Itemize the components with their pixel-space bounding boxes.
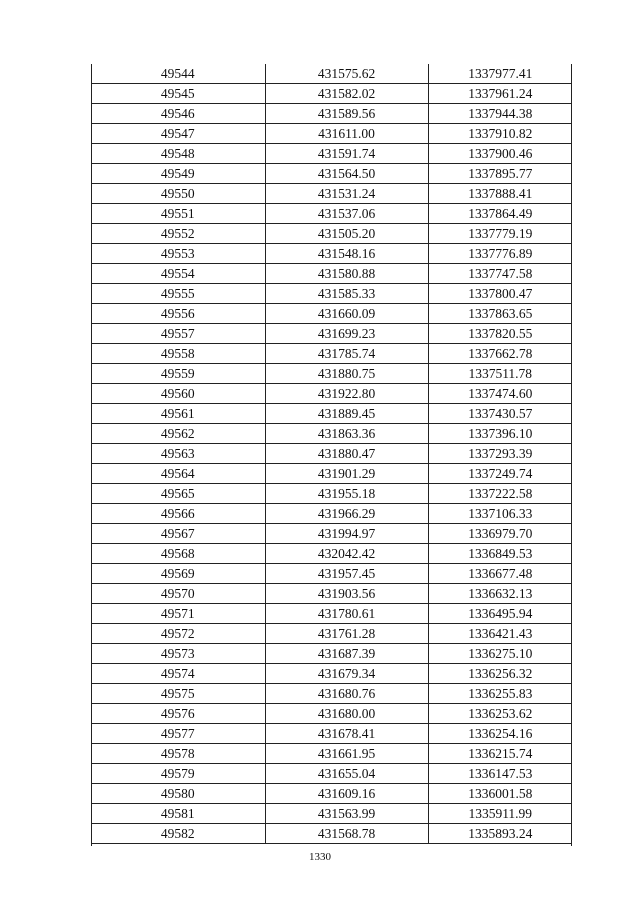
point-id-cell: 49563 bbox=[91, 444, 265, 464]
x-coordinate-cell: 432042.42 bbox=[265, 544, 428, 564]
y-coordinate-cell: 1337106.33 bbox=[428, 504, 572, 524]
point-id-cell: 49561 bbox=[91, 404, 265, 424]
point-id-cell: 49567 bbox=[91, 524, 265, 544]
x-coordinate-cell: 431660.09 bbox=[265, 304, 428, 324]
point-id-cell: 49549 bbox=[91, 164, 265, 184]
y-coordinate-cell: 1337662.78 bbox=[428, 344, 572, 364]
table-row bbox=[91, 664, 572, 684]
x-coordinate-cell: 431582.02 bbox=[265, 84, 428, 104]
point-id-cell: 49553 bbox=[91, 244, 265, 264]
x-coordinate-cell: 431531.24 bbox=[265, 184, 428, 204]
x-coordinate-cell: 431580.88 bbox=[265, 264, 428, 284]
point-id-cell: 49556 bbox=[91, 304, 265, 324]
table-row bbox=[91, 204, 572, 224]
y-coordinate-cell: 1337293.39 bbox=[428, 444, 572, 464]
table-row bbox=[91, 384, 572, 404]
y-coordinate-cell: 1336253.62 bbox=[428, 704, 572, 724]
y-coordinate-cell: 1336849.53 bbox=[428, 544, 572, 564]
x-coordinate-cell: 431903.56 bbox=[265, 584, 428, 604]
table-row bbox=[91, 324, 572, 344]
table-row bbox=[91, 164, 572, 184]
y-coordinate-cell: 1336254.16 bbox=[428, 724, 572, 744]
x-coordinate-cell: 431994.97 bbox=[265, 524, 428, 544]
y-coordinate-cell: 1336275.10 bbox=[428, 644, 572, 664]
point-id-cell: 49559 bbox=[91, 364, 265, 384]
x-coordinate-cell: 431505.20 bbox=[265, 224, 428, 244]
point-id-cell: 49545 bbox=[91, 84, 265, 104]
point-id-cell: 49554 bbox=[91, 264, 265, 284]
table-row bbox=[91, 684, 572, 704]
table-row bbox=[91, 404, 572, 424]
x-coordinate-cell: 431680.76 bbox=[265, 684, 428, 704]
table-row bbox=[91, 284, 572, 304]
y-coordinate-cell: 1337747.58 bbox=[428, 264, 572, 284]
table-row bbox=[91, 64, 572, 84]
x-coordinate-cell: 431609.16 bbox=[265, 784, 428, 804]
y-coordinate-cell: 1337961.24 bbox=[428, 84, 572, 104]
point-id-cell: 49551 bbox=[91, 204, 265, 224]
y-coordinate-cell: 1337910.82 bbox=[428, 124, 572, 144]
table-row bbox=[91, 764, 572, 784]
table-row bbox=[91, 84, 572, 104]
point-id-cell: 49569 bbox=[91, 564, 265, 584]
x-coordinate-cell: 431955.18 bbox=[265, 484, 428, 504]
y-coordinate-cell: 1337396.10 bbox=[428, 424, 572, 444]
table-row bbox=[91, 824, 572, 844]
point-id-cell: 49582 bbox=[91, 824, 265, 844]
x-coordinate-cell: 431880.47 bbox=[265, 444, 428, 464]
point-id-cell: 49555 bbox=[91, 284, 265, 304]
point-id-cell: 49574 bbox=[91, 664, 265, 684]
table-row bbox=[91, 604, 572, 624]
point-id-cell: 49577 bbox=[91, 724, 265, 744]
x-coordinate-cell: 431957.45 bbox=[265, 564, 428, 584]
table-row bbox=[91, 464, 572, 484]
y-coordinate-cell: 1337944.38 bbox=[428, 104, 572, 124]
y-coordinate-cell: 1337511.78 bbox=[428, 364, 572, 384]
point-id-cell: 49578 bbox=[91, 744, 265, 764]
coordinates-table bbox=[91, 64, 572, 844]
y-coordinate-cell: 1336256.32 bbox=[428, 664, 572, 684]
point-id-cell: 49564 bbox=[91, 464, 265, 484]
point-id-cell: 49570 bbox=[91, 584, 265, 604]
table-row bbox=[91, 784, 572, 804]
x-coordinate-cell: 431780.61 bbox=[265, 604, 428, 624]
x-coordinate-cell: 431863.36 bbox=[265, 424, 428, 444]
y-coordinate-cell: 1336632.13 bbox=[428, 584, 572, 604]
x-coordinate-cell: 431548.16 bbox=[265, 244, 428, 264]
x-coordinate-cell: 431585.33 bbox=[265, 284, 428, 304]
y-coordinate-cell: 1337820.55 bbox=[428, 324, 572, 344]
table-row bbox=[91, 244, 572, 264]
y-coordinate-cell: 1336421.43 bbox=[428, 624, 572, 644]
point-id-cell: 49560 bbox=[91, 384, 265, 404]
x-coordinate-cell: 431611.00 bbox=[265, 124, 428, 144]
y-coordinate-cell: 1336147.53 bbox=[428, 764, 572, 784]
x-coordinate-cell: 431880.75 bbox=[265, 364, 428, 384]
y-coordinate-cell: 1337222.58 bbox=[428, 484, 572, 504]
point-id-cell: 49558 bbox=[91, 344, 265, 364]
point-id-cell: 49568 bbox=[91, 544, 265, 564]
point-id-cell: 49579 bbox=[91, 764, 265, 784]
y-coordinate-cell: 1337776.89 bbox=[428, 244, 572, 264]
x-coordinate-cell: 431901.29 bbox=[265, 464, 428, 484]
table-row bbox=[91, 344, 572, 364]
point-id-cell: 49565 bbox=[91, 484, 265, 504]
x-coordinate-cell: 431661.95 bbox=[265, 744, 428, 764]
y-coordinate-cell: 1336979.70 bbox=[428, 524, 572, 544]
x-coordinate-cell: 431889.45 bbox=[265, 404, 428, 424]
y-coordinate-cell: 1336677.48 bbox=[428, 564, 572, 584]
point-id-cell: 49550 bbox=[91, 184, 265, 204]
x-coordinate-cell: 431568.78 bbox=[265, 824, 428, 844]
table-row bbox=[91, 484, 572, 504]
table-row bbox=[91, 724, 572, 744]
x-coordinate-cell: 431678.41 bbox=[265, 724, 428, 744]
table-row bbox=[91, 744, 572, 764]
y-coordinate-cell: 1337249.74 bbox=[428, 464, 572, 484]
x-coordinate-cell: 431785.74 bbox=[265, 344, 428, 364]
table-row bbox=[91, 124, 572, 144]
x-coordinate-cell: 431699.23 bbox=[265, 324, 428, 344]
point-id-cell: 49571 bbox=[91, 604, 265, 624]
table-row bbox=[91, 304, 572, 324]
point-id-cell: 49572 bbox=[91, 624, 265, 644]
y-coordinate-cell: 1336495.94 bbox=[428, 604, 572, 624]
x-coordinate-cell: 431537.06 bbox=[265, 204, 428, 224]
point-id-cell: 49573 bbox=[91, 644, 265, 664]
y-coordinate-cell: 1337474.60 bbox=[428, 384, 572, 404]
x-coordinate-cell: 431563.99 bbox=[265, 804, 428, 824]
x-coordinate-cell: 431966.29 bbox=[265, 504, 428, 524]
table-row bbox=[91, 264, 572, 284]
y-coordinate-cell: 1336215.74 bbox=[428, 744, 572, 764]
x-coordinate-cell: 431761.28 bbox=[265, 624, 428, 644]
table-row bbox=[91, 504, 572, 524]
y-coordinate-cell: 1335893.24 bbox=[428, 824, 572, 844]
point-id-cell: 49547 bbox=[91, 124, 265, 144]
table-row bbox=[91, 564, 572, 584]
table-row bbox=[91, 364, 572, 384]
table-row bbox=[91, 144, 572, 164]
y-coordinate-cell: 1335911.99 bbox=[428, 804, 572, 824]
point-id-cell: 49557 bbox=[91, 324, 265, 344]
point-id-cell: 49562 bbox=[91, 424, 265, 444]
table-row bbox=[91, 544, 572, 564]
y-coordinate-cell: 1337888.41 bbox=[428, 184, 572, 204]
x-coordinate-cell: 431589.56 bbox=[265, 104, 428, 124]
table-row bbox=[91, 804, 572, 824]
x-coordinate-cell: 431655.04 bbox=[265, 764, 428, 784]
page-number: 1330 bbox=[309, 851, 331, 863]
y-coordinate-cell: 1337779.19 bbox=[428, 224, 572, 244]
table-row bbox=[91, 444, 572, 464]
table-row bbox=[91, 224, 572, 244]
y-coordinate-cell: 1337864.49 bbox=[428, 204, 572, 224]
table-row bbox=[91, 184, 572, 204]
coordinates-table-body bbox=[91, 64, 572, 844]
x-coordinate-cell: 431679.34 bbox=[265, 664, 428, 684]
point-id-cell: 49566 bbox=[91, 504, 265, 524]
point-id-cell: 49544 bbox=[91, 64, 265, 84]
table-row bbox=[91, 644, 572, 664]
y-coordinate-cell: 1337800.47 bbox=[428, 284, 572, 304]
y-coordinate-cell: 1337895.77 bbox=[428, 164, 572, 184]
point-id-cell: 49575 bbox=[91, 684, 265, 704]
x-coordinate-cell: 431687.39 bbox=[265, 644, 428, 664]
point-id-cell: 49548 bbox=[91, 144, 265, 164]
x-coordinate-cell: 431564.50 bbox=[265, 164, 428, 184]
y-coordinate-cell: 1336001.58 bbox=[428, 784, 572, 804]
point-id-cell: 49552 bbox=[91, 224, 265, 244]
y-coordinate-cell: 1337863.65 bbox=[428, 304, 572, 324]
x-coordinate-cell: 431922.80 bbox=[265, 384, 428, 404]
table-row bbox=[91, 104, 572, 124]
x-coordinate-cell: 431575.62 bbox=[265, 64, 428, 84]
table-row bbox=[91, 624, 572, 644]
y-coordinate-cell: 1337977.41 bbox=[428, 64, 572, 84]
point-id-cell: 49576 bbox=[91, 704, 265, 724]
table-row bbox=[91, 584, 572, 604]
point-id-cell: 49581 bbox=[91, 804, 265, 824]
table-row bbox=[91, 704, 572, 724]
y-coordinate-cell: 1336255.83 bbox=[428, 684, 572, 704]
point-id-cell: 49580 bbox=[91, 784, 265, 804]
table-row bbox=[91, 424, 572, 444]
y-coordinate-cell: 1337430.57 bbox=[428, 404, 572, 424]
table-row bbox=[91, 524, 572, 544]
y-coordinate-cell: 1337900.46 bbox=[428, 144, 572, 164]
point-id-cell: 49546 bbox=[91, 104, 265, 124]
x-coordinate-cell: 431680.00 bbox=[265, 704, 428, 724]
x-coordinate-cell: 431591.74 bbox=[265, 144, 428, 164]
